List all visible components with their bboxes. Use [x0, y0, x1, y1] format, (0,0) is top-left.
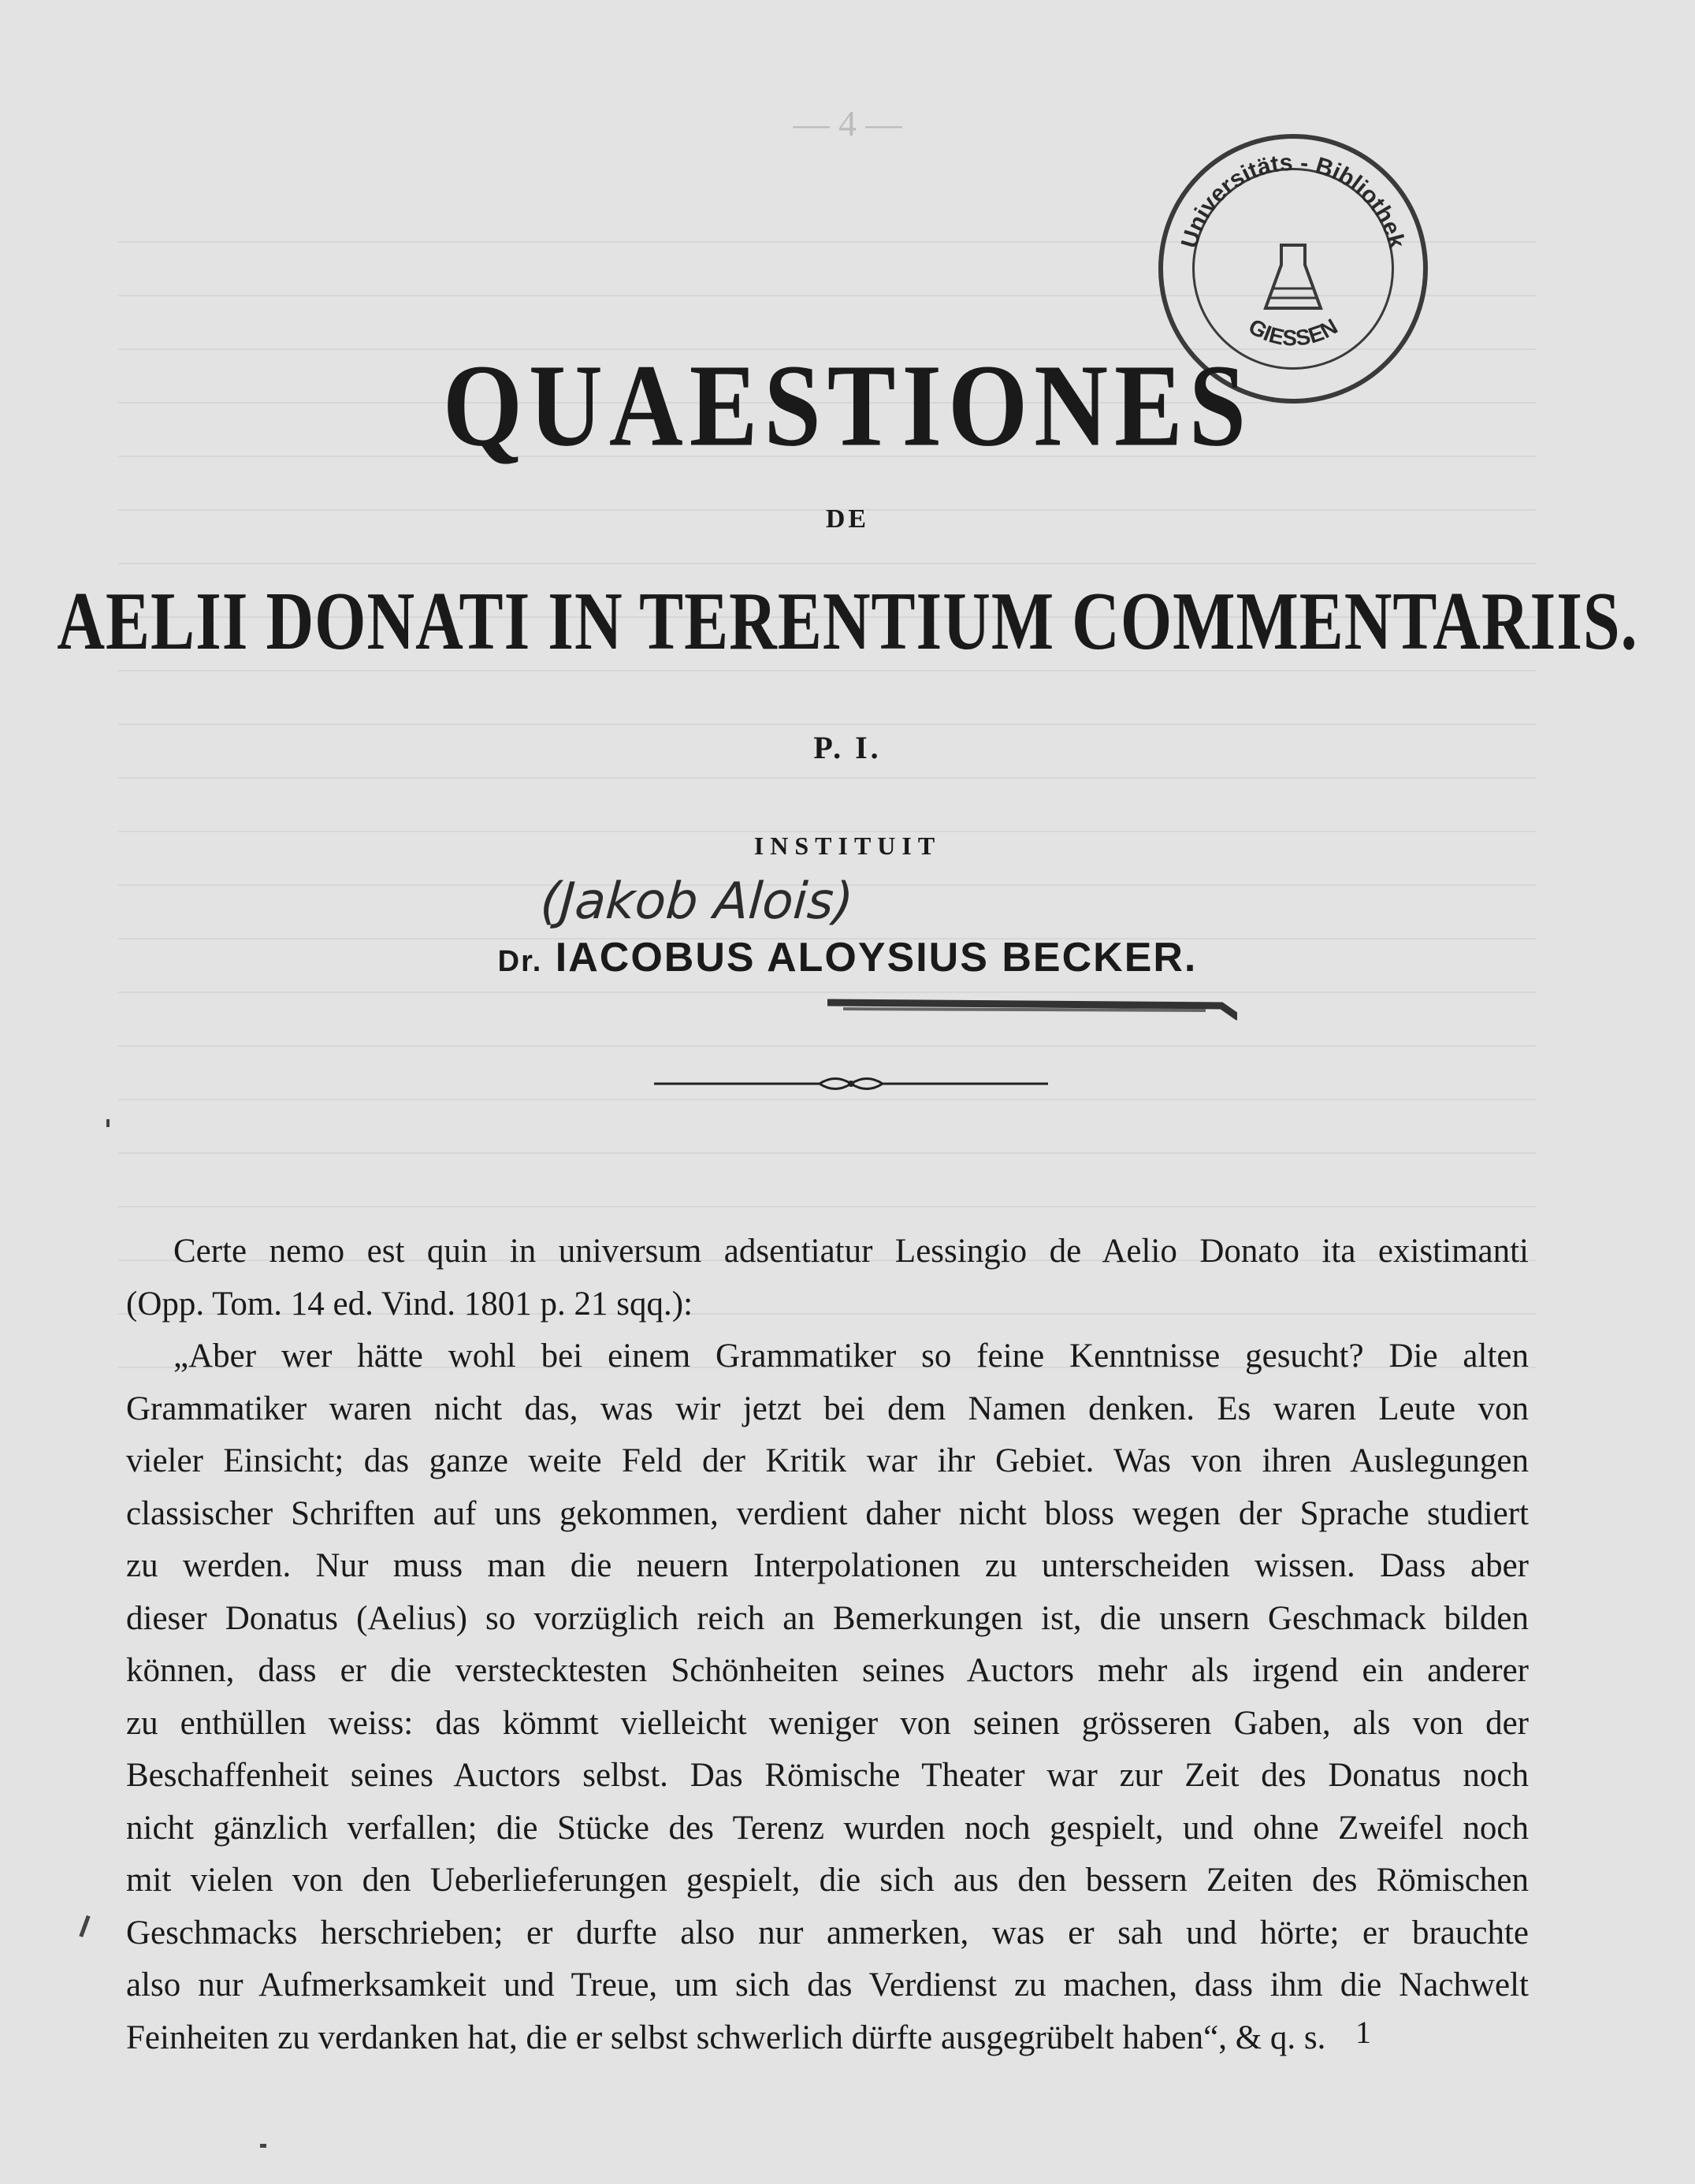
reverse-page-marker: — 4 —: [793, 103, 902, 143]
author-prefix: Dr.: [497, 945, 543, 978]
main-title: QUAESTIONES: [442, 340, 1253, 471]
text-line: Grammatiker waren nicht das, was wir jetzt bei dem Namen denken. Es waren Leute von: [126, 1390, 1529, 1427]
page-number: 1: [1355, 2015, 1371, 2050]
author-name: IACOBUS ALOYSIUS BECKER.: [555, 935, 1198, 980]
paper-speck: [106, 1119, 110, 1127]
text-line: mit vielen von den Ueberlieferungen gespielt, die sich aus den bessern Zeiten des Römischen: [126, 1862, 1529, 1899]
svg-text:GIESSEN: GIESSEN: [1244, 314, 1342, 351]
text-line: vieler Einsicht; das ganze weite Feld der Kritik war ihr Gebiet. Was von ihren Auslegungen: [126, 1442, 1529, 1479]
text-line: also nur Aufmerksamkeit und Treue, um sich das Verdienst zu machen, dass ihm die Nachwelt: [126, 1966, 1529, 2004]
paper-speck: [79, 1915, 90, 1937]
text-line: zu werden. Nur muss man die neuern Interpolationen zu unterscheiden wissen. Dass aber: [126, 1547, 1529, 1584]
author-line: [0, 934, 1695, 981]
subtitle: AELII DONATI IN TERENTIUM COMMENTARIIS.: [57, 575, 1638, 668]
handwritten-annotation: [536, 855, 875, 942]
paper-speck: [260, 2144, 266, 2148]
text-line: Feinheiten zu verdanken hat, die er selbst schwerlich dürfte ausgegrübelt haben“, & q. s.: [126, 2018, 1326, 2056]
text-line: Certe nemo est quin in universum adsentiatur Lessingio de Aelio Donato ita existimanti: [173, 1233, 1529, 1270]
text-line: Geschmacks herschrieben; er durfte also nur anmerken, was er sah und hörte; er brauchte: [126, 1914, 1529, 1951]
text-line: „Aber wer hätte wohl bei einem Grammatiker so feine Kenntnisse gesucht? Die alten: [173, 1338, 1529, 1375]
text-line: classischer Schriften auf uns gekommen, verdient daher nicht bloss wegen der Sprache studiert: [126, 1494, 1529, 1532]
ornament-rule-icon: [654, 1072, 1048, 1096]
paragraph-1: [126, 1226, 1529, 1330]
text-line: dieser Donatus (Aelius) so vorzüglich reich an Bemerkungen ist, die unsern Geschmack bilden: [126, 1599, 1529, 1637]
instituit-label: INSTITUIT: [753, 832, 942, 860]
svg-text:(Jakob Alois): (Jakob Alois): [538, 872, 856, 931]
text-line: nicht gänzlich verfallen; die Stücke des Terenz wurden noch gespielt, und ohne Zweifel noch: [126, 1809, 1529, 1847]
text-line: (Opp. Tom. 14 ed. Vind. 1801 p. 21 sqq.):: [126, 1285, 693, 1323]
text-line: Beschaffenheit seines Auctors selbst. Das Römische Theater war zur Zeit des Donatus noch: [126, 1757, 1529, 1794]
text-line: können, dass er die verstecktesten Schönheiten seines Auctors mehr als irgend ein anderer: [126, 1652, 1529, 1689]
text-line: zu enthüllen weiss: das kömmt vielleicht weniger von seinen grösseren Gaben, als von der: [126, 1704, 1529, 1742]
pencil-underline: [827, 993, 1237, 1025]
svg-text:Universitäts - Bibliothek: Universitäts - Bibliothek: [1176, 149, 1410, 251]
paragraph-2-quote: [126, 1330, 1529, 2064]
part-number: P. I.: [813, 730, 882, 765]
body-text: [126, 1226, 1529, 2064]
title-preposition: DE: [825, 504, 870, 534]
